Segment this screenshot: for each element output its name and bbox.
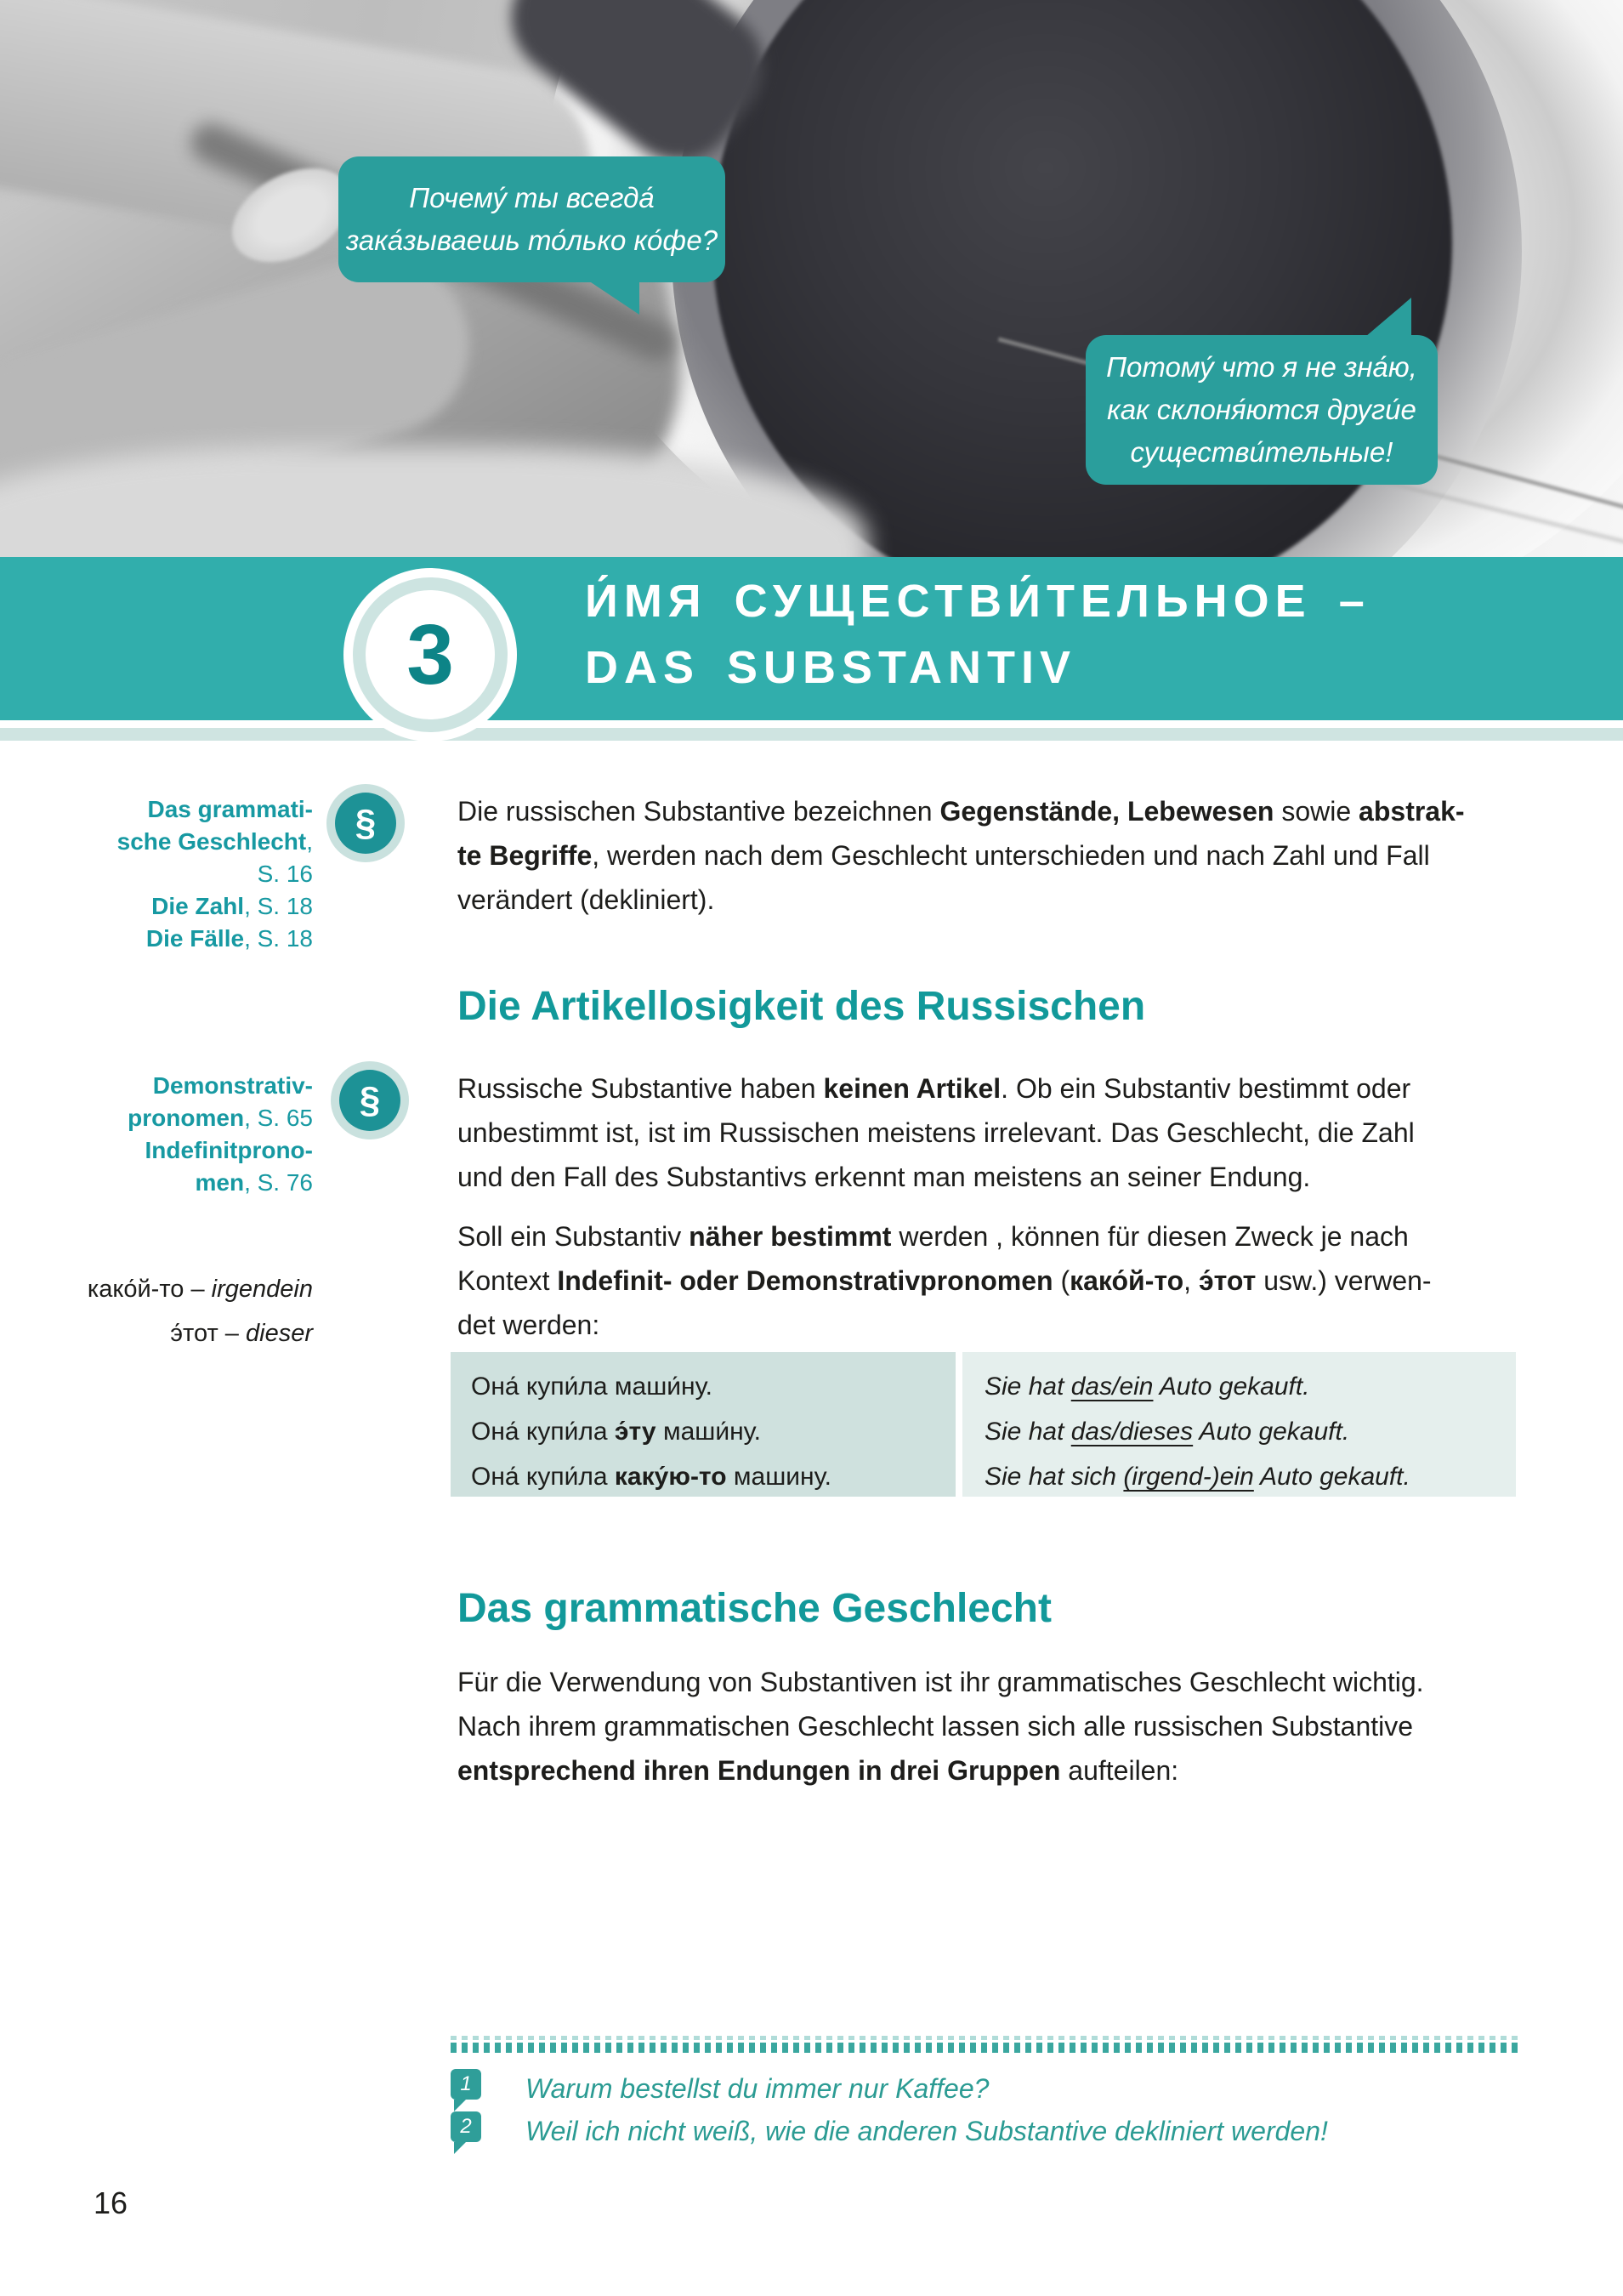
page-number: 16 bbox=[94, 2185, 128, 2220]
footnote-badge-1: 1 bbox=[451, 2069, 481, 2100]
paragraph-pronomen: Soll ein Substantiv näher bestimmt werden , können für diesen Zweck je nach Kontext Indefinit- oder Demonstrativpronomen (како́й-то, э́тот usw.) verwen- det werden: bbox=[457, 1221, 1432, 1340]
example-table bbox=[451, 1352, 1516, 1497]
chapter-title-line2: DAS SUBSTANTIV bbox=[585, 642, 1077, 693]
section-heading-geschlecht: Das grammatische Geschlecht bbox=[457, 1586, 1052, 1631]
chapter-title bbox=[585, 568, 1370, 701]
margin-vocab-note: како́й-то – irgendein э́тот – dieser bbox=[87, 1276, 313, 1347]
margin-reference-geschlecht: Das grammati- sche Geschlecht, S. 16 Die Zahl, S. 18 Die Fälle, S. 18 bbox=[116, 796, 313, 952]
footnote-text-1: Warum bestellst du immer nur Kaffee? bbox=[525, 2073, 990, 2104]
chapter-number-circle bbox=[343, 568, 517, 742]
paragraph-geschlecht: Für die Verwendung von Substantiven ist ihr grammatisches Geschlecht wichtig. Nach ihrem grammatischen Geschlecht lassen sich alle russischen Substantive entsprechend ihren Endungen in drei Gruppen aufteilen: bbox=[457, 1667, 1424, 1786]
speech-bubble-answer bbox=[1086, 335, 1438, 485]
example-table-german-column: Sie hat das/ein Auto gekauft. Sie hat das/dieses Auto gekauft. Sie hat sich (irgend-)ein Auto gekauft. bbox=[962, 1352, 1516, 1497]
example-table-russian-column: Она́ купи́ла маши́ну. Она́ купи́ла э́ту маши́ну. Она́ купи́ла каку́ю-то машину. bbox=[451, 1352, 956, 1497]
dotted-divider bbox=[451, 2043, 1518, 2053]
banner-accent-strip bbox=[0, 728, 1623, 741]
speech-bubble-answer-text: Потому́ что я не зна́ю, как склоня́ются други́е существи́тельные! bbox=[1106, 351, 1417, 468]
intro-paragraph: Die russischen Substantive bezeichnen Gegenstände, Lebewesen sowie abstrak- te Begriffe, werden nach dem Geschlecht unterschieden und nach Zahl und Fall verändert (dekliniert). bbox=[457, 796, 1465, 915]
footnote-badge-2: 2 bbox=[451, 2111, 481, 2142]
paragraph-icon: § bbox=[339, 1070, 400, 1131]
margin-reference-pronomen: Demonstrativ- pronomen, S. 65 Indefinitprono- men, S. 76 bbox=[128, 1072, 313, 1196]
paragraph-icon: § bbox=[335, 793, 396, 854]
chapter-number: 3 bbox=[406, 606, 454, 702]
speech-bubble-question-text: Почему́ ты всегда́ зака́зываешь то́лько ко́фе? bbox=[345, 182, 718, 256]
chapter-title-line1: И́МЯ СУЩЕСТВИ́ТЕЛЬНОЕ – bbox=[585, 576, 1370, 627]
footnote-text-2: Weil ich nicht weiß, wie die anderen Substantive dekliniert werden! bbox=[525, 2116, 1328, 2146]
dotted-divider-shadow bbox=[451, 2036, 1518, 2040]
section-heading-artikellosigkeit: Die Artikellosigkeit des Russischen bbox=[457, 984, 1146, 1029]
paragraph-artikel: Russische Substantive haben keinen Artikel. Ob ein Substantiv bestimmt oder unbestimmt ist, ist im Russischen meistens irrelevant. Das Geschlecht, die Zahl und den Fall des Substantivs erkennt man meistens an seiner Endung. bbox=[457, 1073, 1415, 1192]
speech-bubble-question bbox=[338, 156, 725, 282]
